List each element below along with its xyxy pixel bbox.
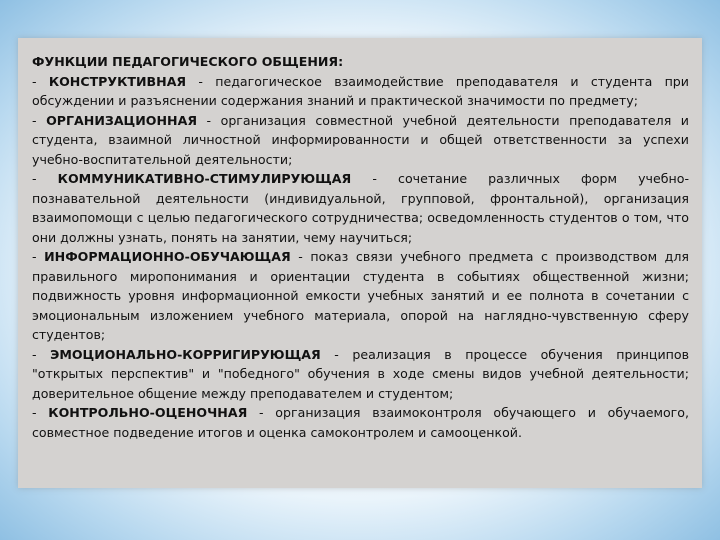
function-description: - сочетание различных форм учебно-познавательной деятельности (индивидуальной, групповой, фронтальной), организация взаимопомощи с целью педагогического сотрудничества; осведомленность студентов о том, что они должны узнать, понять на занятии, чему научиться; — [32, 171, 689, 245]
function-item-control — [32, 403, 689, 442]
function-term: КОНСТРУКТИВНАЯ — [48, 73, 187, 89]
function-item-informational — [32, 247, 689, 345]
text-card — [18, 38, 702, 488]
function-description: - показ связи учебного предмета с производством для правильного миропонимания и ориентации студента в событиях общественной жизни; подвижность уровня информационной емкости учебных занятий и ее полнота в сочетании с эмоциональным изложением учебного материала, опорой на наглядно-чувственную сферу студентов; — [32, 249, 689, 342]
function-item-organizational — [32, 111, 689, 170]
function-term: КОНТРОЛЬНО-ОЦЕНОЧНАЯ — [48, 405, 248, 420]
function-description: - организация взаимоконтроля обучающего и обучаемого, совместное подведение итогов и оценка самоконтролем и самооценкой. — [32, 405, 689, 440]
item-dash: - — [32, 346, 51, 362]
function-item-emotional — [32, 345, 689, 404]
function-item-constructive — [32, 72, 689, 111]
item-dash: - — [32, 112, 47, 128]
item-dash: - — [32, 249, 45, 264]
function-term: ИНФОРМАЦИОННО-ОБУЧАЮЩАЯ — [44, 249, 291, 264]
slide-content — [32, 52, 689, 442]
function-term: КОММУНИКАТИВНО-СТИМУЛИРУЮЩАЯ — [57, 171, 352, 186]
function-description: - педагогическое взаимодействие преподавателя и студента при обсуждении и разъяснении содержания знаний и практической значимости по предмету; — [32, 73, 689, 108]
item-dash: - — [32, 73, 49, 89]
function-item-communicative — [32, 169, 689, 247]
item-dash: - — [32, 171, 58, 186]
item-dash: - — [32, 405, 49, 420]
function-description: - организация совместной учебной деятельности преподавателя и студента, взаимной личностной информированности и общей ответственности за успехи учебно-воспитательной деятельности; — [32, 112, 689, 167]
slide-title: ФУНКЦИИ ПЕДАГОГИЧЕСКОГО ОБЩЕНИЯ: — [32, 54, 344, 69]
function-term: ЭМОЦИОНАЛЬНО-КОРРИГИРУЮЩАЯ — [50, 346, 321, 362]
function-term: ОРГАНИЗАЦИОННАЯ — [46, 112, 198, 128]
function-description: - реализация в процессе обучения принципов "открытых перспектив" и "победного" обучения в ходе смены видов учебной деятельности; доверительное общение между преподавателем и студентом; — [32, 346, 689, 401]
